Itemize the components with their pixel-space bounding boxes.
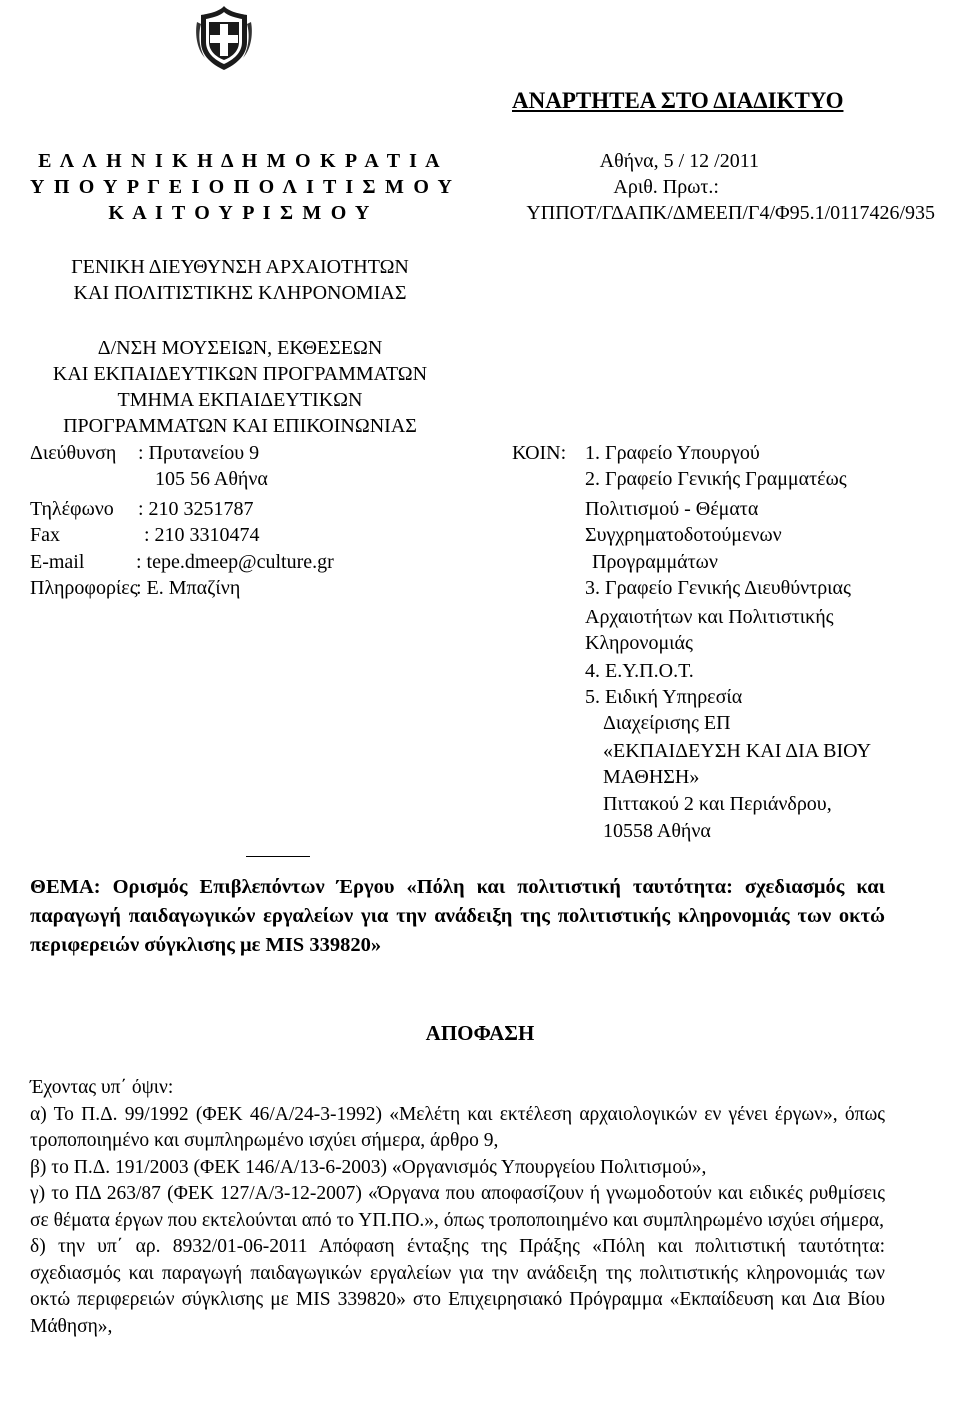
body-item-b: β) το Π.Δ. 191/2003 (ΦΕΚ 146/Α/13-6-2003) «Οργανισμός Υπουργείου Πολιτισμού», <box>30 1156 707 1178</box>
koin-line: 3. Γραφείο Γενικής Διευθύντριας <box>585 577 851 599</box>
koin-line: Πολιτισμού - Θέματα <box>585 498 759 520</box>
koin-line: Αρχαιοτήτων και Πολιτιστικής <box>585 606 834 628</box>
reference-block <box>515 148 935 226</box>
fax-value: : 210 3310474 <box>144 524 260 546</box>
protocol-label: Αριθ. Πρωτ.: <box>613 176 719 198</box>
ministry-header <box>30 148 455 226</box>
body-item-c: γ) το ΠΔ 263/87 (ΦΕΚ 127/Α/3-12-2007) «Όργανα που αποφασίζουν ή γνωμοδοτούν και ειδικές ρυθμίσεις σε θέματα έργων που εκτελούνται από το ΥΠ.ΠΟ.», όπως τροποποιημένο και συμπληρωμένο ισχύει σήμερα, <box>30 1183 885 1231</box>
header-line-2: Υ Π Ο Υ Ρ Γ Ε Ι Ο Π Ο Λ Ι Τ Ι Σ Μ Ο Υ <box>30 176 455 198</box>
department-line-4: ΠΡΟΓΡΑΜΜΑΤΩΝ ΚΑΙ ΕΠΙΚΟΙΝΩΝΙΑΣ <box>63 415 417 437</box>
koin-line: «ΕΚΠΑΙΔΕΥΣΗ ΚΑΙ ΔΙΑ ΒΙΟΥ <box>603 740 872 762</box>
department-block <box>30 335 450 439</box>
info-label: Πληροφορίες <box>30 577 138 599</box>
subject-divider <box>246 856 310 857</box>
department-line-1: Δ/ΝΣΗ ΜΟΥΣΕΙΩΝ, ΕΚΘΕΣΕΩΝ <box>97 337 383 359</box>
address-label: Διεύθυνση <box>30 442 117 464</box>
koin-label: ΚΟΙΝ: <box>512 442 567 464</box>
email-value[interactable]: : tepe.dmeep@culture.gr <box>136 551 334 573</box>
koin-line: Διαχείρισης ΕΠ <box>603 712 731 734</box>
body-intro: Έχοντας υπ΄ όψιν: <box>30 1077 174 1098</box>
koin-line: Συγχρηματοδοτούμενων <box>585 524 782 546</box>
body-item-a: α) Το Π.Δ. 99/1992 (ΦΕΚ 46/Α/24-3-1992) «Μελέτη και εκτέλεση αρχαιολογικών εν γένει έργων», όπως τροποποιημένο και συμπληρωμένο ισχύει σήμερα, άρθρο 9, <box>30 1103 885 1151</box>
phone-value: : 210 3251787 <box>138 498 254 520</box>
body-item-d: δ) την υπ΄ αρ. 8932/01-06-2011 Απόφαση ένταξης της Πράξης «Πόλη και πολιτιστική ταυτότητα: σχεδιασμός και παραγωγή παιδαγωγικών εργαλείων για την ανάδειξη της πολιτιστικής κληρονομιάς των οκτώ περιφερειών σύγκλισης με MIS 339820» στο Επιχειρησιακό Πρόγραμμα «Εκπαίδευση και Δια Βίου Μάθηση», <box>30 1236 885 1337</box>
koin-line: 5. Ειδική Υπηρεσία <box>585 686 743 708</box>
department-line-2: ΚΑΙ ΕΚΠΑΙΔΕΥΤΙΚΩΝ ΠΡΟΓΡΑΜΜΑΤΩΝ <box>52 363 428 385</box>
decision-title: ΑΠΟΦΑΣΗ <box>425 1021 535 1045</box>
koin-line: 4. Ε.Υ.Π.Ο.Τ. <box>585 660 694 682</box>
koin-line: ΜΑΘΗΣΗ» <box>603 766 700 788</box>
header-line-1: Ε Λ Λ Η Ν Ι Κ Η Δ Η Μ Ο Κ Ρ Α Τ Ι Α <box>38 150 442 172</box>
header-line-3: Κ Α Ι Τ Ο Υ Ρ Ι Σ Μ Ο Υ <box>108 202 372 224</box>
email-label: E-mail <box>30 551 85 573</box>
address-value: : Πρυτανείου 9 <box>138 442 260 464</box>
info-value: : Ε. Μπαζίνη <box>136 577 241 599</box>
koin-line: 2. Γραφείο Γενικής Γραμματέως <box>585 468 847 490</box>
phone-label: Τηλέφωνο <box>30 498 114 520</box>
subject-text: ΘΕΜΑ: Ορισμός Επιβλεπόντων Έργου «Πόλη και πολιτιστική ταυτότητα: σχεδιασμός και παραγωγή παιδαγωγικών εργαλείων για την ανάδειξη της πολιτιστικής κληρονομιάς των οκτώ περιφερειών σύγκλισης με MIS 339820» <box>30 876 885 956</box>
greek-coat-of-arms-icon <box>193 2 255 72</box>
koin-line: Προγραμμάτων <box>592 551 718 573</box>
koin-line: 1. Γραφείο Υπουργού <box>585 442 760 464</box>
koin-line: Κληρονομιάς <box>585 632 693 654</box>
body-text <box>30 1075 885 1340</box>
koin-line: Πιττακού 2 και Περιάνδρου, <box>603 793 832 815</box>
directorate-block <box>30 254 450 306</box>
protocol-number: ΥΠΠΟΤ/ΓΔΑΠΚ/ΔΜΕΕΠ/Γ4/Φ95.1/0117426/935 <box>526 202 935 224</box>
directorate-line-2: ΚΑΙ ΠΟΛΙΤΙΣΤΙΚΗΣ ΚΛΗΡΟΝΟΜΙΑΣ <box>73 282 407 304</box>
posting-note: ΑΝΑΡΤΗΤΕΑ ΣΤΟ ΔΙΑΔΙΚΤΥΟ <box>512 88 844 113</box>
address-city: 105 56 Αθήνα <box>155 468 268 490</box>
directorate-line-1: ΓΕΝΙΚΗ ΔΙΕΥΘΥΝΣΗ ΑΡΧΑΙΟΤΗΤΩΝ <box>71 256 409 278</box>
department-line-3: ΤΜΗΜΑ ΕΚΠΑΙΔΕΥΤΙΚΩΝ <box>117 389 363 411</box>
fax-label: Fax <box>30 524 60 546</box>
koin-line: 10558 Αθήνα <box>603 820 711 842</box>
document-date: Αθήνα, 5 / 12 /2011 <box>599 150 759 172</box>
